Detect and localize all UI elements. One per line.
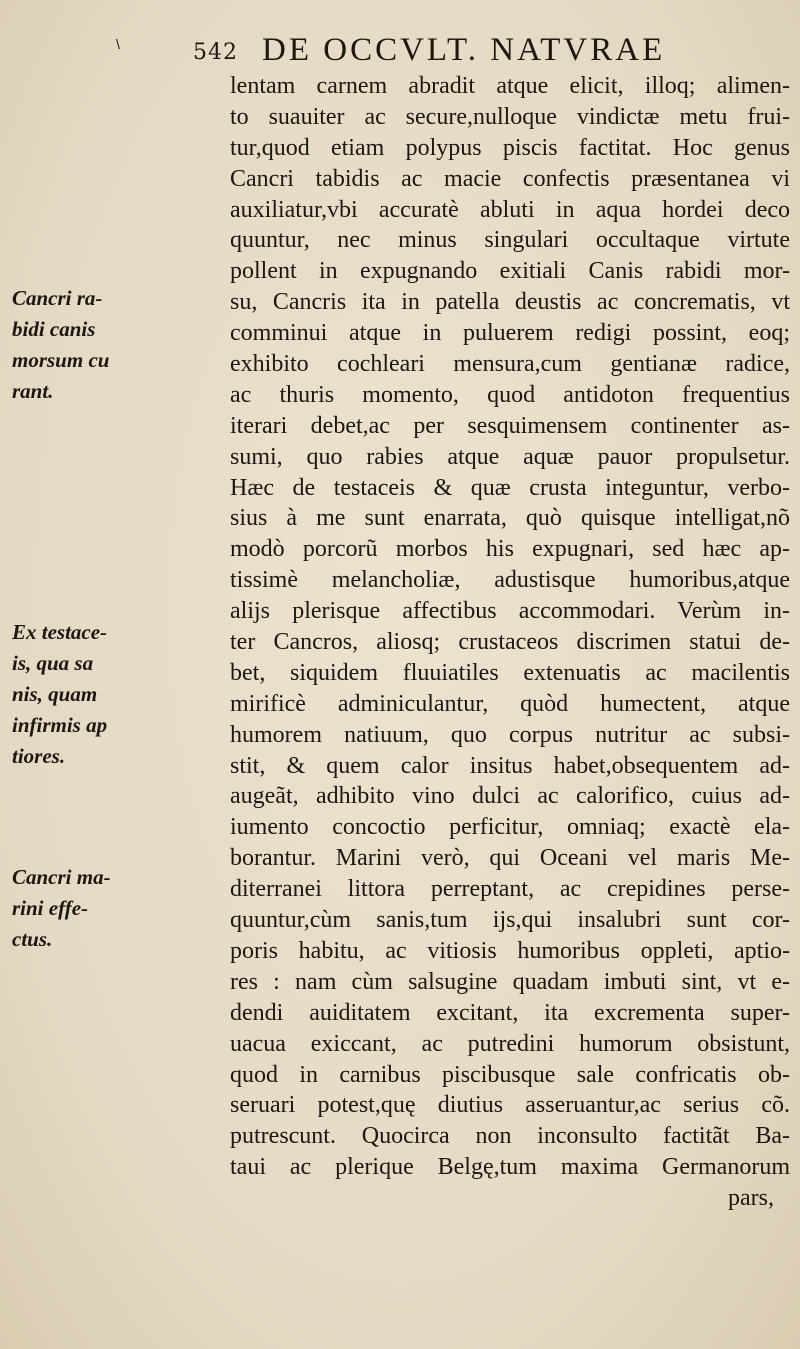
- text-line: sumi, quo rabies atque aquæ pauor propulsetur.: [230, 443, 790, 470]
- text-line: iumento concoctio perficitur, omniaq; exactè ela-: [230, 814, 790, 841]
- text-line: su, Cancris ita in patella deustis ac concrematis, vt: [230, 289, 790, 316]
- text-line: res : nam cùm salsugine quadam imbuti sint, vt e-: [230, 968, 790, 995]
- text-line: mirificè adminiculantur, quòd humectent, atque: [230, 690, 790, 717]
- text-line: borantur. Marini verò, qui Oceani vel maris Me-: [230, 845, 790, 872]
- text-line: augeãt, adhibito vino dulci ac calorifico, cuius ad-: [230, 783, 790, 810]
- text-line: pollent in expugnando exitiali Canis rabidi mor-: [230, 258, 790, 285]
- text-line: Cancri tabidis ac macie confectis præsentanea vi: [230, 165, 790, 192]
- text-line: alijs plerisque affectibus accommodari. Verùm in-: [230, 598, 790, 625]
- text-line: modò porcorũ morbos his expugnari, sed hæc ap-: [230, 536, 790, 563]
- text-line: bet, siquidem fluuiatiles extenuatis ac macilentis: [230, 659, 790, 686]
- text-line: exhibito cochleari mensura,cum gentianæ radice,: [230, 351, 790, 378]
- text-line: seruari potest,quę diutius asseruantur,ac serius cõ.: [230, 1092, 790, 1119]
- text-line: stit, & quem calor insitus habet,obsequentem ad-: [230, 752, 790, 779]
- text-line: uacua exiccant, ac putredini humorum obsistunt,: [230, 1030, 790, 1057]
- margin-note-line: Cancri ra-: [12, 286, 103, 310]
- text-line: tur,quod etiam polypus piscis factitat. Hoc genus: [230, 134, 790, 161]
- text-line: ac thuris momento, quod antidoton frequentius: [230, 381, 790, 408]
- text-line: pars,: [728, 1185, 774, 1212]
- text-line: lentam carnem abradit atque elicit, illoq; alimen-: [230, 73, 790, 99]
- text-line: quuntur,cùm sanis,tum ijs,qui insalubri sunt cor-: [230, 907, 790, 934]
- margin-note-line: bidi canis: [12, 316, 96, 341]
- text-line: diterranei littora perreptant, ac crepidines perse-: [230, 876, 790, 903]
- margin-note-line: tiores.: [12, 743, 66, 768]
- main-text-column: [230, 71, 790, 1214]
- text-line: Hæc de testaceis & quæ crusta integuntur, verbo-: [230, 474, 790, 501]
- margin-note-line: Cancri ma-: [12, 865, 111, 889]
- corner-mark: \: [116, 36, 120, 52]
- text-line: to suauiter ac secure,nulloque vindictæ metu frui-: [230, 103, 790, 130]
- margin-note-line: ctus.: [12, 926, 53, 951]
- margin-note-cancri-rabidi: [12, 283, 180, 407]
- margin-note-cancri-marini: [12, 862, 180, 955]
- margin-note-line: morsum cu: [12, 347, 110, 372]
- text-line: ter Cancros, aliosq; crustaceos discrimen statui de-: [230, 629, 790, 656]
- text-line: humorem natiuum, quo corpus nutritur ac subsi-: [230, 721, 790, 748]
- text-line: iterari debet,ac per sesquimensem continenter as-: [230, 412, 790, 439]
- page-number: 542: [193, 40, 238, 65]
- text-line: auxiliatur,vbi accuratè abluti in aqua hordei deco: [230, 196, 790, 223]
- margin-note-line: nis, quam: [12, 681, 98, 706]
- text-line: quod in carnibus piscibusque sale confricatis ob-: [230, 1061, 790, 1088]
- text-line: taui ac plerique Belgę,tum maxima Germanorum: [230, 1154, 790, 1181]
- running-title: DE OCCVLT. NATVRAE: [262, 32, 666, 68]
- text-line: tissimè melancholiæ, adustisque humoribus,atque: [230, 567, 790, 594]
- text-line: sius à me sunt enarrata, quò quisque intelligat,nõ: [230, 505, 790, 532]
- text-line: comminui atque in puluerem redigi possint, eoq;: [230, 320, 790, 347]
- margin-note-line: is, qua sa: [12, 650, 94, 675]
- margin-note-line: rini effe-: [12, 895, 89, 920]
- margin-note-line: infirmis ap: [12, 712, 108, 737]
- margin-note-ex-testaceis: [12, 617, 180, 771]
- text-line: poris habitu, ac vitiosis humoribus oppleti, aptio-: [230, 937, 790, 964]
- margin-note-line: Ex testace-: [12, 620, 108, 644]
- text-line: quuntur, nec minus singulari occultaque virtute: [230, 227, 790, 254]
- margin-note-line: rant.: [12, 378, 54, 403]
- text-line: putrescunt. Quocirca non inconsulto factitãt Ba-: [230, 1123, 790, 1150]
- text-line: dendi auiditatem excitant, ita excrementa super-: [230, 999, 790, 1026]
